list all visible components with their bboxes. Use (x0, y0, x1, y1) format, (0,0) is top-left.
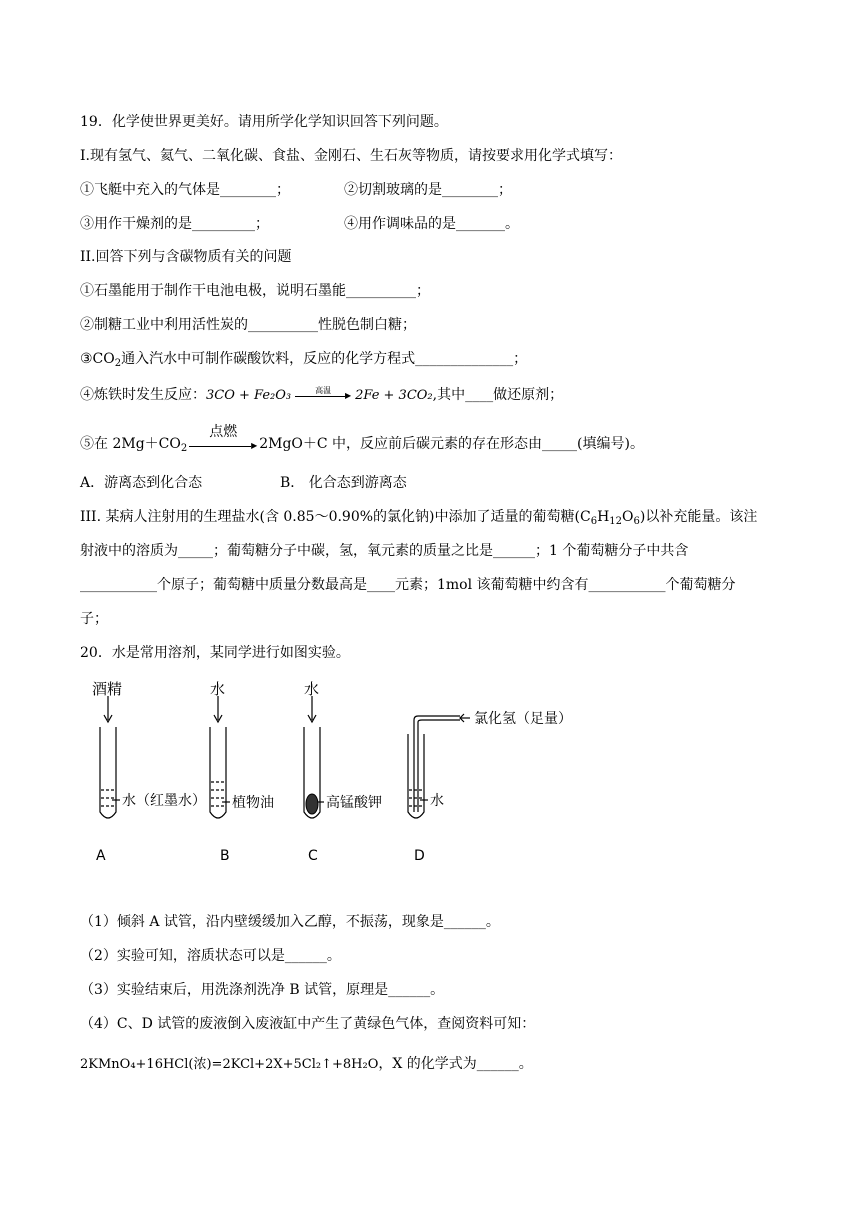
reaction-left: 3CO + Fe₂O₃ (206, 388, 292, 403)
tube-b-side-label: 植物油 (232, 795, 274, 811)
tube-c-side-label: 高锰酸钾 (326, 795, 382, 811)
tube-b-label: B (220, 848, 230, 864)
q20-title: 20．水是常用溶剂，某同学进行如图实验。 (80, 645, 350, 661)
tube-d-gas-label: 氯化氢（足量） (474, 711, 572, 727)
q20-sub1: （1）倾斜 A 试管，沿内壁缓缓加入乙醇，不振荡，现象是______。 (80, 914, 500, 930)
reaction-right: 2Fe + 3CO₂ (355, 388, 433, 403)
q19-part2-intro: II.回答下列与含碳物质有关的问题 (80, 249, 292, 265)
q19-p2-1: ①石墨能用于制作干电池电极，说明石墨能__________； (80, 283, 430, 299)
tube-a-side-label: 水（红墨水） (122, 793, 206, 809)
tube-b-top-label: 水 (210, 680, 226, 698)
q19-part3-line1: III. 某病人注射用的生理盐水(含 0.85～0.90%的氯化钠)中添加了适量的葡萄糖$(C_6H_{12}O_6)$以补充能量。该注 (80, 509, 758, 527)
q19-part3-line2: 射液中的溶质为_____；葡萄糖分子中碳，氢，氧元素的质量之比是______；1 个葡萄糖分子中共含 (80, 543, 689, 559)
q19-p1-c: ③用作干燥剂的是_________； (80, 216, 269, 232)
q20-equation-line: 2KMnO₄+16HCl(浓)=2KCl+2X+5Cl₂↑+8H₂O，X 的化学式为______。 (80, 1056, 533, 1072)
q20-sub2: （2）实验可知，溶质状态可以是______。 (80, 948, 341, 964)
experiment-figure (80, 672, 600, 872)
q20-sub4: （4）C、D 试管的废液倒入废液缸中产生了黄绿色气体，查阅资料可知： (80, 1016, 536, 1032)
q19-p1-d: ④用作调味品的是_______。 (344, 216, 519, 232)
tube-a-top-label: 酒精 (92, 680, 123, 698)
potassium-permanganate-solid (306, 794, 318, 814)
q19-p2-2: ②制糖工业中利用活性炭的__________性脱色制白糖； (80, 317, 416, 333)
tube-c-top-label: 水 (304, 680, 320, 698)
q19-p1-a: ①飞艇中充入的气体是________； (80, 182, 290, 198)
q19-part3-line3: ___________个原子；葡萄糖中质量分数最高是____元素；1mol 该葡萄糖中约含有___________个葡萄糖分 (80, 577, 736, 593)
tube-a-label: A (96, 848, 106, 864)
q19-p2-3: $③CO_2$通入汽水中可制作碳酸饮料，反应的化学方程式______________； (80, 351, 528, 369)
tube-d-label: D (414, 848, 425, 864)
q19-title: 19．化学使世界更美好。请用所学化学知识回答下列问题。 (80, 114, 448, 130)
q19-p2-4: ④炼铁时发生反应：3CO + Fe₂O₃ 高温 ▶ 2Fe + 3CO₂,其中____做还原剂； (80, 386, 564, 403)
q19-p1-b: ②切割玻璃的是________； (344, 182, 512, 198)
q19-part1-intro: I.现有氢气、氦气、二氧化碳、食盐、金刚石、生石灰等物质，请按要求用化学式填写： (80, 148, 622, 164)
ignite-arrow: 点燃 ▶ (189, 434, 257, 454)
tube-c-label: C (308, 848, 318, 864)
reaction-arrow: 高温 ▶ (295, 385, 351, 405)
q19-option-a: A．游离态到化合态 (80, 475, 203, 491)
q20-equation: 2KMnO₄+16HCl(浓)=2KCl+2X+5Cl₂↑+8H₂O (80, 1057, 379, 1072)
q19-part3-line4: 子； (80, 611, 108, 627)
q20-sub3: （3）实验结束后，用洗涤剂洗净 B 试管，原理是______。 (80, 982, 445, 998)
q19-p2-5: ⑤在 $2Mg+CO_2$ 点燃 ▶ 2MgO＋C 中，反应前后碳元素的存在形态由_____(填编号)。 (80, 424, 644, 454)
q19-option-b: B． 化合态到游离态 (280, 475, 407, 491)
tube-d-side-label: 水 (430, 793, 444, 809)
